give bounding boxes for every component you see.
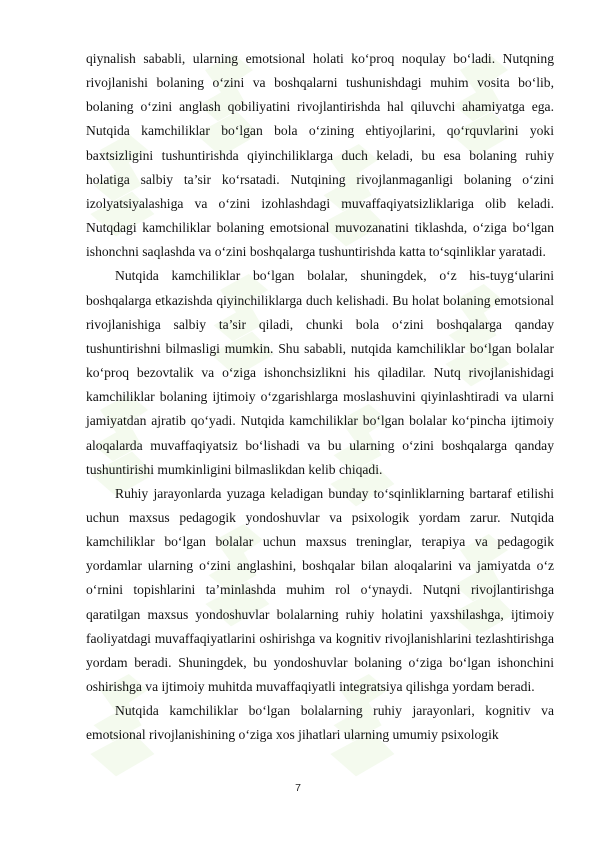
page-number: 7 [295,782,301,794]
paragraph: Nutqida kamchiliklar bo‘lgan bolalar, shuningdek, o‘z his-tuyg‘ularini boshqalarga etkazishda qiyinchiliklarga duch kelishadi. Bu holat bolaning emotsional rivojlanishiga salbiy ta’sir qiladi, chunki bola o‘zini boshqalarga qanday tushuntirishni bilmasligi mumkin. Shu sababli, nutqida kamchiliklar bo‘lgan bolalar ko‘proq bezovtalik va o‘ziga ishonchsizlikni his qiladilar. Nutq rivojlanishidagi kamchiliklar bolaning ijtimoiy o‘zgarishlarga moslashuvini qiyinlashtiradi va ularni jamiyatdan ajratib qo‘yadi. Nutqida kamchiliklar bo‘lgan bolalar ko‘pincha ijtimoiy aloqalarda muvaffaqiyatsiz bo‘lishadi va bu ularning o‘zini boshqalarga qanday tushuntirishi mumkinligini bilmaslikdan kelib chiqadi. [86,268,554,477]
paragraph: qiynalish sababli, ularning emotsional holati ko‘proq noqulay bo‘ladi. Nutqning rivojlanishi bolaning o‘zini va boshqalarni tushunishdagi muhim vosita bo‘lib, bolaning o‘zini anglash qobiliyatini rivojlantirishda hal qiluvchi ahamiyatga ega. Nutqida kamchiliklar bo‘lgan bola o‘zining ehtiyojlarini, qo‘rquvlarini yoki baxtsizligini tushuntirishda qiyinchiliklarga duch keladi, bu esa bolaning ruhiy holatiga salbiy ta’sir ko‘rsatadi. Nutqining rivojlanmaganligi bolaning o‘zini izolyatsiyalashiga va o‘zini izohlashdagi muvaffaqiyatsizliklariga olib keladi. Nutqdagi kamchiliklar bolaning emotsional muvozanatini tiklashda, o‘ziga bo‘lgan ishonchni saqlashda va o‘zini boshqalarga tushuntirishda katta to‘sqinliklar yaratadi. [86,51,554,260]
paragraph: Nutqida kamchiliklar bo‘lgan bolalarning ruhiy jarayonlari, kognitiv va emotsional rivojlanishining o‘ziga xos jihatlari ularning umumiy psixologik [86,703,554,743]
paragraph: Ruhiy jarayonlarda yuzaga keladigan bunday to‘sqinliklarning bartaraf etilishi uchun maxsus pedagogik yondoshuvlar va psixologik yordam zarur. Nutqida kamchiliklar bo‘lgan bolalar uchun maxsus treninglar, terapiya va pedagogik yordamlar ularning o‘zini anglashini, boshqalar bilan aloqalarini va jamiyatda o‘z o‘rnini topishlarini ta’minlashda muhim rol o‘ynaydi. Nutqni rivojlantirishga qaratilgan maxsus yondoshuvlar bolalarning ruhiy holatini yaxshilashga, ijtimoiy faoliyatdagi muvaffaqiyatlarini oshirishga va kognitiv rivojlanishlarini tezlashtirishga yordam beradi. Shuningdek, bu yondoshuvlar bolaning o‘ziga bo‘lgan ishonchini oshirishga va ijtimoiy muhitda muvaffaqiyatli integratsiya qilishga yordam beradi. [86,485,554,695]
body-text [86,47,554,748]
